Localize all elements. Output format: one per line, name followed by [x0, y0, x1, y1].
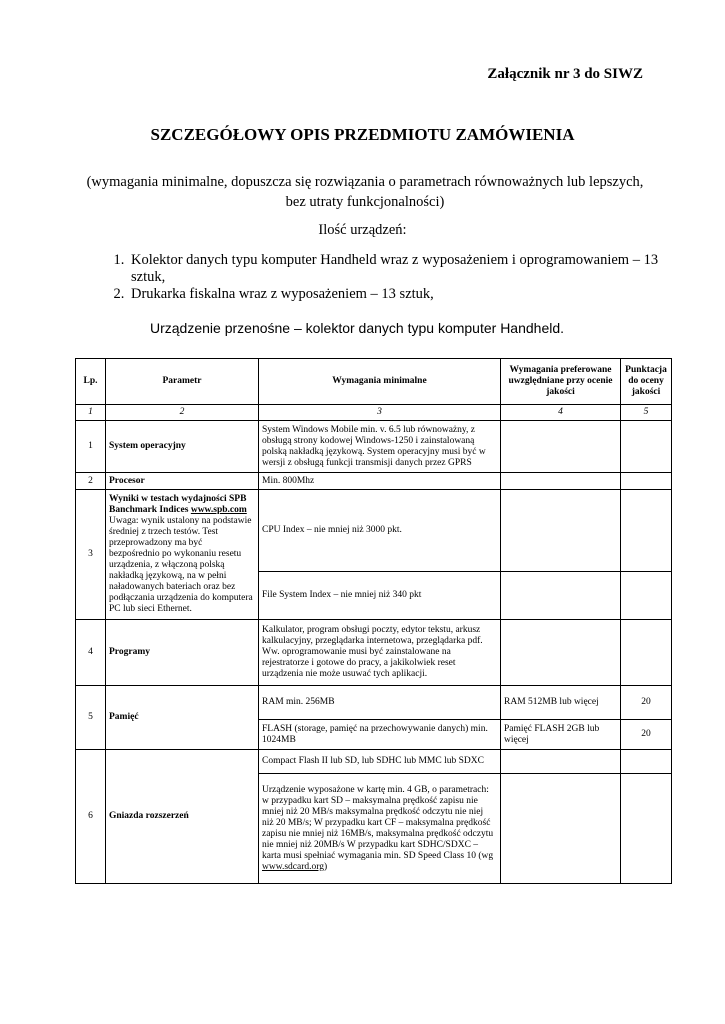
param-note: Uwaga: wynik ustalony na podstawie średniej z trzech testów. Test przeprowadzony ma być bezpośrednio po wykonaniu resetu urządzenia, z włączoną polską nakładką językową, na w pełni naładowanych bateriach oraz bez podłączania urządzenia do komputera PC lub sieci Ethernet. — [109, 516, 253, 614]
device-heading: Urządzenie przenośne – kolektor danych typu komputer Handheld. — [150, 320, 565, 336]
row-pts: 20 — [621, 720, 672, 750]
row-pts — [621, 774, 672, 884]
row-lp: 5 — [76, 686, 106, 750]
row-pts — [621, 620, 672, 686]
table-row — [76, 473, 672, 490]
row-pref — [501, 774, 621, 884]
row-min: FLASH (storage, pamięć na przechowywanie danych) min. 1024MB — [259, 720, 501, 750]
row-min: CPU Index – nie mniej niż 3000 pkt. — [259, 490, 501, 572]
row-min: Min. 800Mhz — [259, 473, 501, 490]
closing-paren: ) — [324, 861, 328, 872]
row-pts — [621, 473, 672, 490]
row-min: Compact Flash II lub SD, lub SDHC lub MMC lub SDXC — [259, 750, 501, 774]
row-min: Kalkulator, program obsługi poczty, edytor tekstu, arkusz kalkulacyjny, przeglądarka internetowa, przeglądarka pdf. Ww. oprogramowanie musi być zainstalowane na rejestratorze i gotowe do pracy, a jakikolwiek reset urządzenia nie może usuwać tych aplikacji. — [259, 620, 501, 686]
document-title: SZCZEGÓŁOWY OPIS PRZEDMIOTU ZAMÓWIENIA — [150, 125, 575, 144]
spb-link[interactable]: www.spb.com — [190, 505, 247, 515]
table-row — [76, 490, 672, 572]
table-header-row — [76, 359, 672, 405]
col-number: 3 — [259, 405, 501, 421]
row-min: File System Index – nie mniej niż 340 pkt — [259, 572, 501, 620]
row-min: System Windows Mobile min. v. 6.5 lub równoważny, z obsługą strony kodowej Windows-1250 i zainstalowaną polską nakładką językową. System operacyjny musi być w wersji z obsługą funkcji transmisji danych przez GPRS — [259, 421, 501, 473]
row-pts — [621, 490, 672, 572]
header-punktacja: Punktacja do oceny jakości — [621, 359, 672, 405]
row-pref — [501, 473, 621, 490]
header-wymagania-preferowane: Wymagania preferowane uwzględniane przy ocenie jakości — [501, 359, 621, 405]
header-lp: Lp. — [76, 359, 106, 405]
row-pref — [501, 750, 621, 774]
document-subtitle: (wymagania minimalne, dopuszcza się rozwiązania o parametrach równoważnych lub lepszych, bez utraty funkcjonalności) — [86, 174, 644, 210]
row-pts — [621, 572, 672, 620]
row-pts — [621, 750, 672, 774]
row-pref: RAM 512MB lub więcej — [501, 686, 621, 720]
row-lp: 1 — [76, 421, 106, 473]
table-row — [76, 421, 672, 473]
row-param: Procesor — [106, 473, 259, 490]
row-lp: 2 — [76, 473, 106, 490]
table-row — [76, 686, 672, 720]
row-min — [259, 774, 501, 884]
row-lp: 6 — [76, 750, 106, 884]
row-pref: Pamięć FLASH 2GB lub więcej — [501, 720, 621, 750]
row-pts — [621, 421, 672, 473]
row-pref — [501, 421, 621, 473]
row-lp: 4 — [76, 620, 106, 686]
list-item: 1. Kolektor danych typu komputer Handheld wraz z wyposażeniem i oprogramowaniem – 13 sztuk, — [128, 252, 676, 286]
row-param: System operacyjny — [106, 421, 259, 473]
sdcard-link[interactable]: www.sdcard.org — [262, 861, 325, 872]
col-number: 5 — [621, 405, 672, 421]
row-pts: 20 — [621, 686, 672, 720]
list-item: 2. Drukarka fiskalna wraz z wyposażeniem – 13 sztuk, — [128, 286, 676, 303]
param-title: Wyniki w testach wydajności SPB Banchmark Indices — [109, 494, 247, 515]
row-lp: 3 — [76, 490, 106, 620]
row-pref — [501, 572, 621, 620]
column-number-row — [76, 405, 672, 421]
card-requirements: Urządzenie wyposażone w kartę min. 4 GB, o parametrach: w przypadku kart SD – maksymalna prędkość zapisu nie mniej niż 20 MB/s maksymalna prędkość odczytu nie niej niż 20 MB/s; W przypadku kart CF – maksymalna prędkość zapisu nie mniej niż 16MB/s, maksymalna prędkość odczytu nie mniej niż 20MB/s W przypadku kart SDHC/SDXC – karta musi spełniać wymagania min. SD Speed Class 10 (wg — [262, 784, 494, 861]
row-param: Gniazda rozszerzeń — [106, 750, 259, 884]
device-quantity-list — [108, 252, 676, 303]
row-param — [106, 490, 259, 620]
row-param: Programy — [106, 620, 259, 686]
table-row — [76, 620, 672, 686]
row-pref — [501, 620, 621, 686]
col-number: 2 — [106, 405, 259, 421]
annex-label: Załącznik nr 3 do SIWZ — [487, 66, 643, 82]
row-param: Pamięć — [106, 686, 259, 750]
row-pref — [501, 490, 621, 572]
row-min: RAM min. 256MB — [259, 686, 501, 720]
table-row — [76, 750, 672, 774]
header-parametr: Parametr — [106, 359, 259, 405]
col-number: 1 — [76, 405, 106, 421]
col-number: 4 — [501, 405, 621, 421]
specification-table — [75, 358, 672, 884]
quantity-heading: Ilość urządzeń: — [318, 222, 407, 238]
header-wymagania-minimalne: Wymagania minimalne — [259, 359, 501, 405]
